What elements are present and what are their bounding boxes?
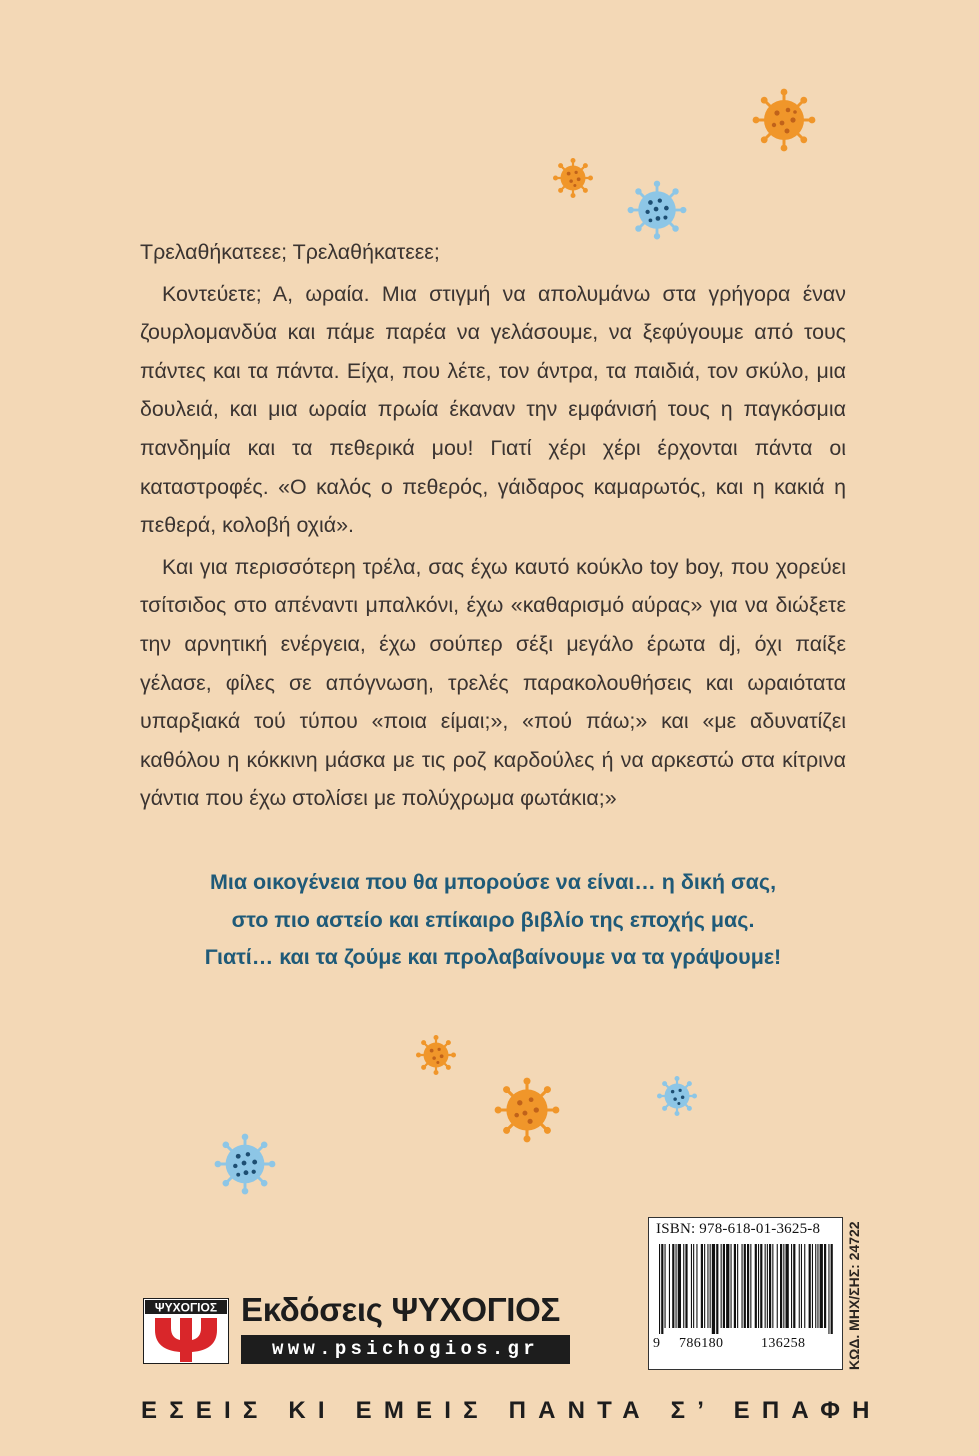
virus-orange-icon xyxy=(494,1077,560,1143)
blurb-paragraph-1: Τρελαθήκατεεε; Τρελαθήκατεεε; xyxy=(140,240,440,264)
publisher-slogan: ΕΣΕΙΣ ΚΙ ΕΜΕΙΣ ΠΑΝΤΑ Σ’ ΕΠΑΦΗ xyxy=(141,1397,882,1424)
virus-orange-icon xyxy=(416,1035,456,1075)
product-code: ΚΩΔ. ΜΗΧ/ΣΗΣ: 24722 xyxy=(846,1221,862,1370)
isbn-barcode-box xyxy=(648,1217,843,1370)
tagline xyxy=(140,864,846,977)
virus-orange-icon xyxy=(752,88,816,152)
tagline-line-1: Μια οικογένεια που θα μπορούσε να είναι… η δική σας, xyxy=(209,870,777,894)
barcode-digits-left: 786180 xyxy=(679,1336,724,1351)
publisher-logo-icon xyxy=(143,1298,229,1364)
publisher-website-link[interactable]: www.psichogios.gr xyxy=(241,1335,570,1364)
virus-blue-icon xyxy=(627,180,687,240)
tagline-line-2: στο πιο αστείο και επίκαιρο βιβλίο της εποχής μας. xyxy=(231,907,755,932)
blurb-text xyxy=(140,233,846,821)
blurb-paragraph-2: Κοντεύετε; Α, ωραία. Μια στιγμή να απολυμάνω στα γρήγορα έναν ζουρλομανδύα και πάμε παρέα να γελάσουμε, να ξεφύγουμε από τους πάντες και τα πάντα. Είχα, που λέτε, τον άντρα, τα παιδιά, τον σκύλο, μια δουλειά, και μια ωραία πρωία έκαναν την εμφάνισή τους η παγκόσμια πανδημία και τα πεθερικά μου! Γιατί χέρι χέρι έρχονται πάντα οι καταστροφές. «Ο καλός ο πεθερός, γάιδαρος καμαρωτός, και η κακιά η πεθερά, κολοβή οχιά». xyxy=(140,281,846,538)
barcode-digits-right: 136258 xyxy=(761,1336,806,1351)
isbn-label: ISBN: 978-618-01-3625-8 xyxy=(656,1221,821,1237)
publisher-name: Εκδόσεις ΨΥΧΟΓΙΟΣ xyxy=(241,1291,560,1328)
virus-blue-icon xyxy=(214,1133,276,1195)
logo-text: ΨΥΧΟΓΙΟΣ xyxy=(154,1300,218,1315)
tagline-line-3: Γιατί… και τα ζούμε και προλαβαίνουμε να τα γράψουμε! xyxy=(204,945,782,969)
virus-orange-icon xyxy=(553,158,593,198)
virus-blue-icon xyxy=(657,1076,697,1116)
barcode-icon xyxy=(659,1244,834,1334)
blurb-paragraph-3: Και για περισσότερη τρέλα, σας έχω καυτό κούκλο toy boy, που χορεύει τσίτσιδος στο απέναντι μπαλκόνι, έχω «καθαρισμό αύρας» για να διώξετε την αρνητική ενέργεια, έχω σούπερ σέξι μεγάλο έρωτα dj, όχι παίξε γέλασε, φίλες σε απόγνωση, τρελές παρακολουθήσεις και ωραιότατα υπαρξιακά τού τύπου «ποια είμαι;», «πού πάω;» και «με αδυνατίζει καθόλου η κόκκινη μάσκα με τις ροζ καρδούλες ή να αρκεστώ στα κίτρινα γάντια που έχω στολίσει με πολύχρωμα φωτάκια;» xyxy=(140,554,846,811)
barcode-digit-first: 9 xyxy=(653,1336,660,1351)
